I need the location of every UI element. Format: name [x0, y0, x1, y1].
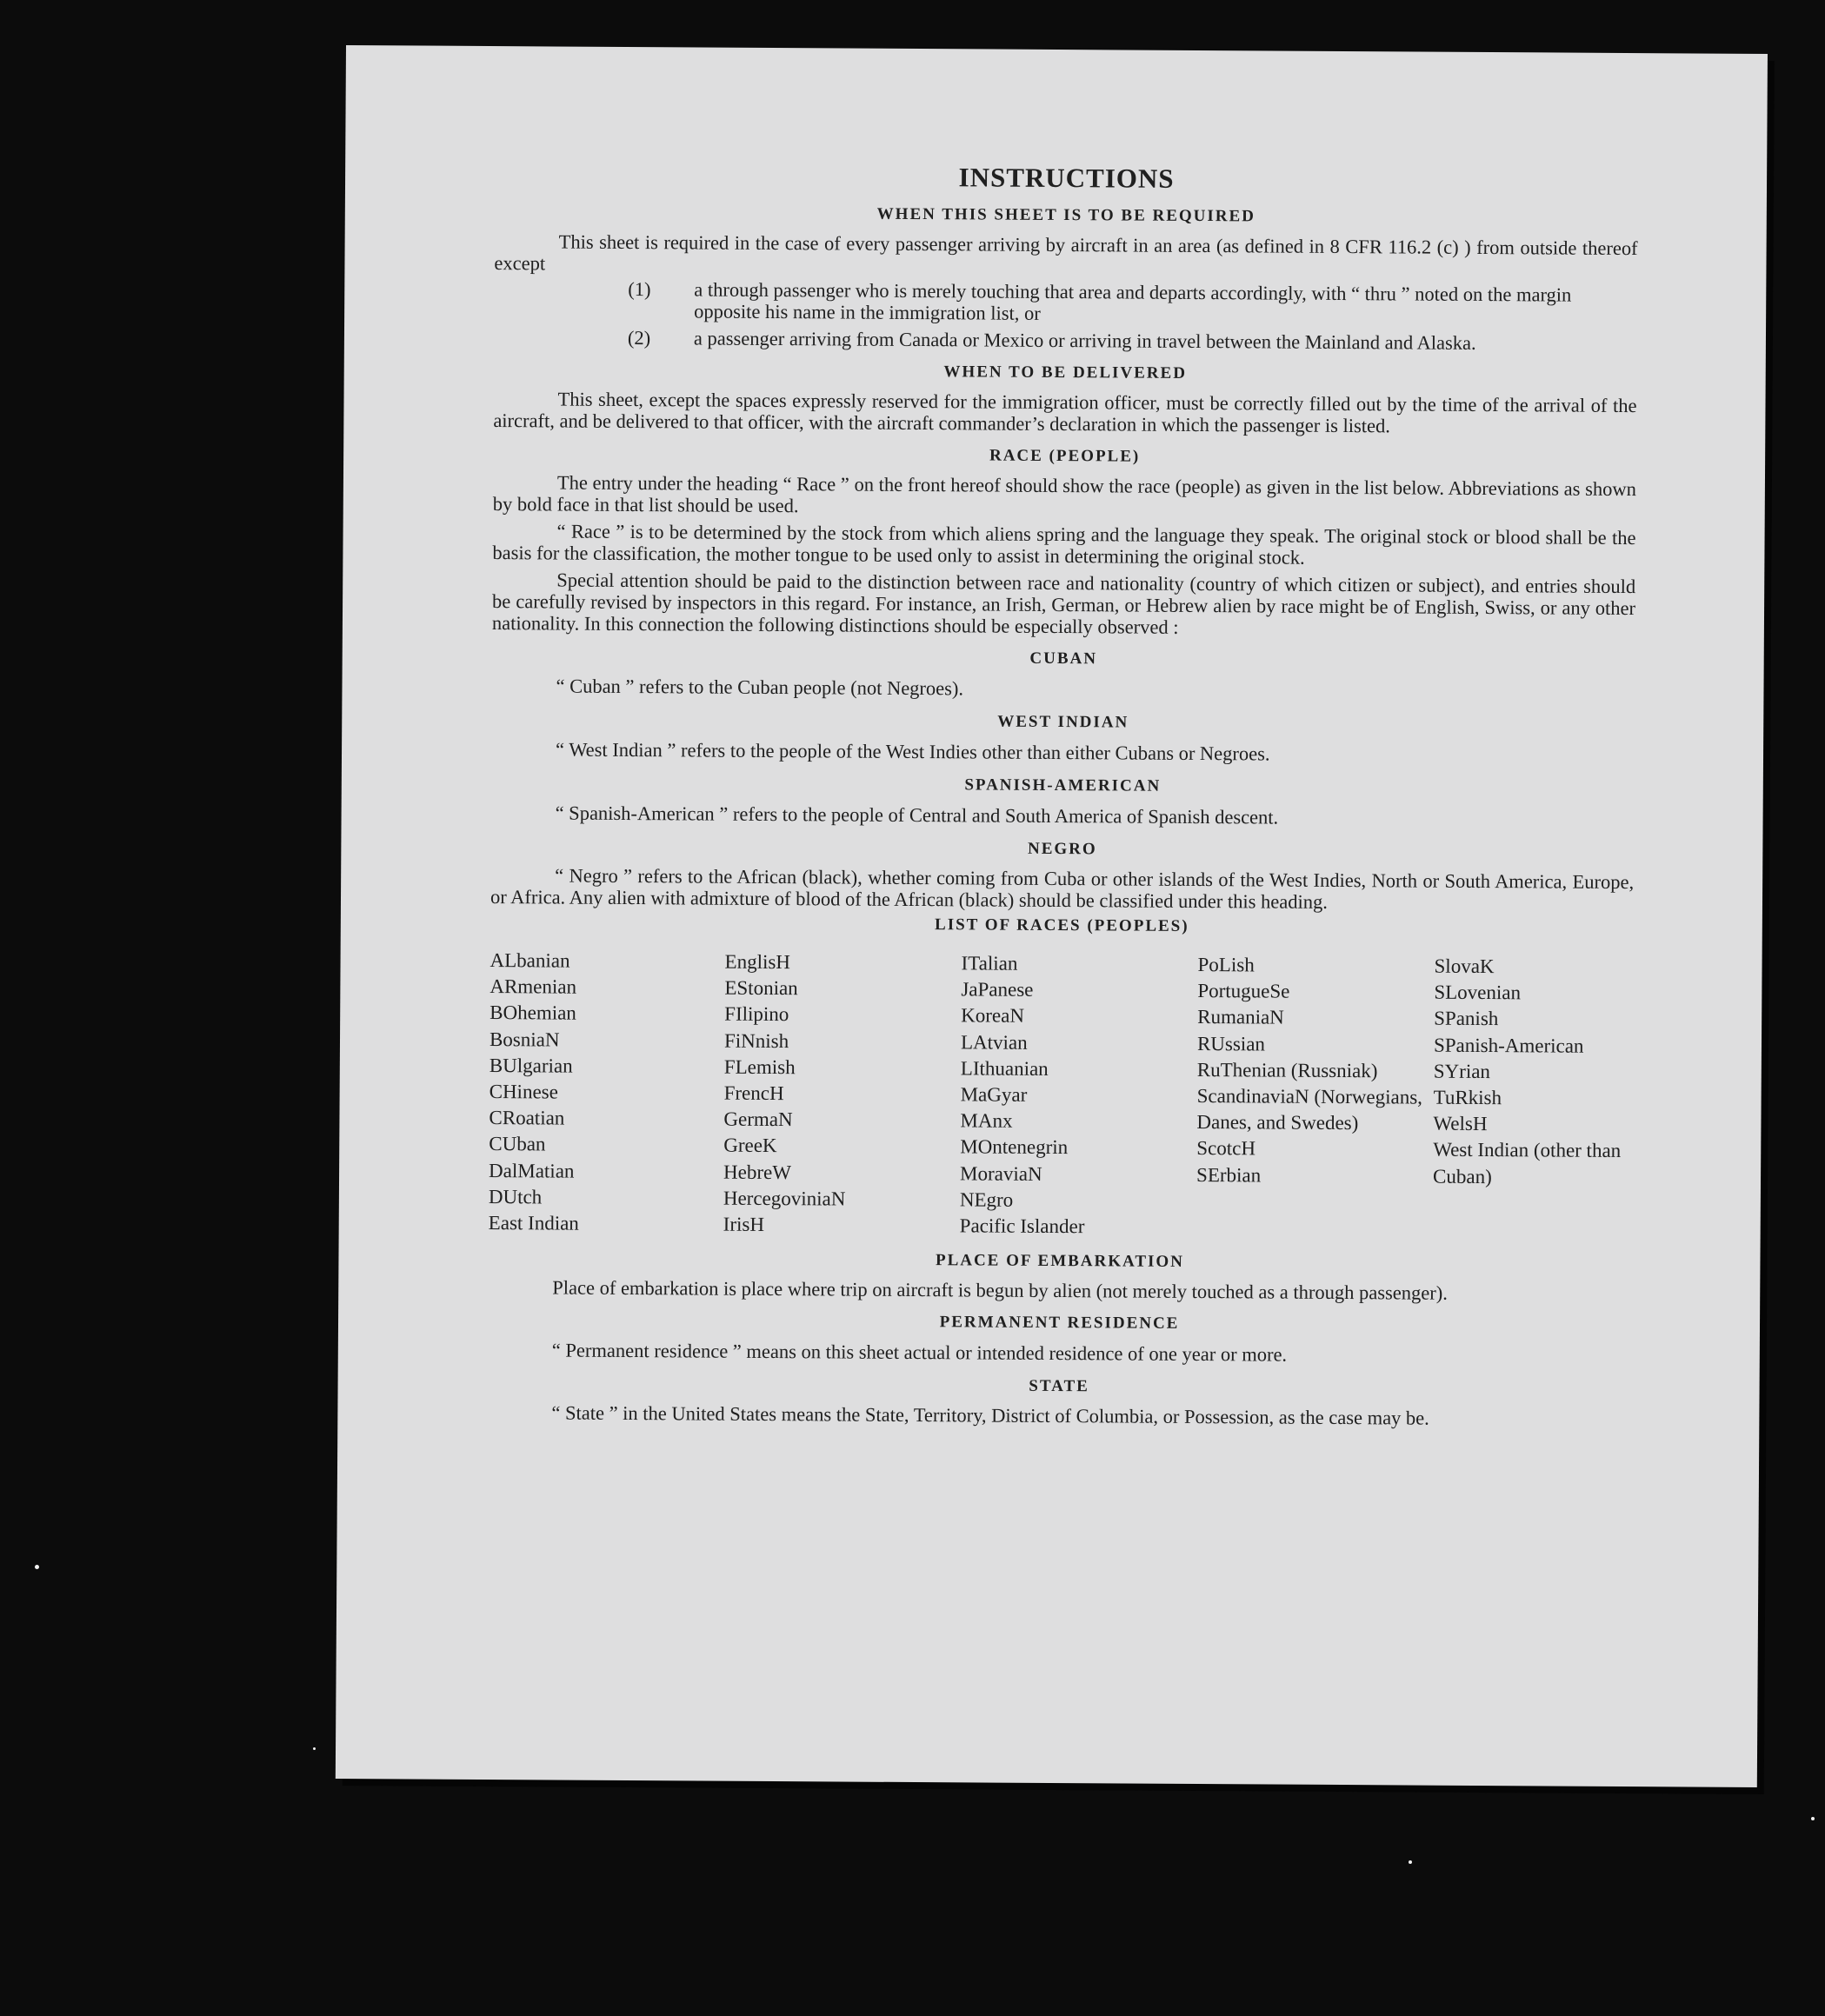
- race-entry: PortugueSe: [1197, 980, 1290, 1002]
- list-number: (1): [628, 277, 651, 301]
- race-entry: FrencH: [723, 1081, 784, 1105]
- state-definition: “ State ” in the United States means the State, Territory, District of Columbia, or Possession, as the case may be.: [551, 1401, 1429, 1429]
- race-entry: RUssian: [1196, 1032, 1266, 1055]
- negro-definition: “ Negro ” refers to the African (black), whether coming from Cuba or other islands of the West Indies, North or South America, Europe, or Africa. Any alien with admixture of blood of the African (black) should be classified under this heading.: [490, 864, 1635, 913]
- race-entry: SPanish-American: [1433, 1034, 1584, 1057]
- speck: [1409, 1860, 1412, 1864]
- delivered-paragraph: This sheet, except the spaces expressly reserved for the immigration officer, must be correctly filled out by the time of the arrival of the aircraft, and be delivered to that officer, with the aircraft commander’s declaration in which the passenger is listed.: [493, 388, 1637, 437]
- race-entry: SLovenian: [1434, 981, 1522, 1004]
- speck: [1811, 1817, 1815, 1820]
- races-table: [489, 948, 1634, 1243]
- race-entry: DalMatian: [489, 1159, 575, 1182]
- race-entry: LIthuanian: [960, 1057, 1049, 1080]
- race-entry: SErbian: [1196, 1163, 1262, 1187]
- race-paragraph-2: “ Race ” is to be determined by the stock from which aliens spring and the language they speak. The original stock or blood shall be the basis for the classification, the mother tongue to be used only to assist in determining the original stock.: [492, 520, 1636, 569]
- section-heading-required: WHEN THIS SHEET IS TO BE REQUIRED: [876, 204, 1256, 226]
- page-title: INSTRUCTIONS: [958, 162, 1175, 194]
- race-paragraph-3: Special attention should be paid to the distinction between race and nationality (country of which citizen or subject), and entries should be carefully revised by inspectors in this regard. For instance, an Irish, German, or Hebrew alien by race might be of English, Swiss, or any other nationality. In this connection the following distinctions should be especially observed :: [491, 569, 1636, 638]
- required-paragraph: This sheet is required in the case of every passenger arriving by aircraft in an area (as defined in 8 CFR 116.2 (c) ) from outside thereof except: [494, 230, 1638, 275]
- race-entry: CRoatian: [489, 1107, 565, 1129]
- section-heading-delivered: WHEN TO BE DELIVERED: [943, 363, 1188, 383]
- list-number: (2): [627, 326, 651, 349]
- race-entry: HebreW: [723, 1161, 792, 1183]
- race-entry: ALbanian: [490, 949, 570, 972]
- document-content: [487, 159, 1638, 1430]
- race-entry: GermaN: [723, 1108, 793, 1131]
- section-heading-cuban: CUBAN: [1029, 649, 1098, 669]
- race-entry: RumaniaN: [1197, 1006, 1284, 1029]
- speck: [35, 1565, 39, 1569]
- races-column-3: [960, 950, 1198, 1241]
- race-entry: RuThenian (Russniak): [1196, 1058, 1378, 1082]
- race-entry: TuRkish: [1433, 1086, 1502, 1109]
- race-entry: SYrian: [1433, 1060, 1491, 1082]
- embarkation-definition: Place of embarkation is place where trip on aircraft is begun by alien (not merely touched as a through passenger).: [552, 1276, 1448, 1304]
- exception-list: [494, 277, 1637, 355]
- race-entry: Pacific Islander: [959, 1214, 1085, 1238]
- race-entry: ITalian: [961, 952, 1018, 975]
- list-item: [494, 326, 1637, 355]
- section-heading-spanish-american: SPANISH-AMERICAN: [964, 775, 1162, 795]
- speck: [313, 1747, 316, 1750]
- list-text: a through passenger who is merely touching that area and departs accordingly, with “ thru ” noted on the margin opposite his name in the immigration list, or: [694, 278, 1572, 324]
- race-entry: KoreaN: [961, 1004, 1025, 1028]
- races-heading: LIST OF RACES (PEOPLES): [935, 915, 1189, 935]
- race-entry: CUban: [489, 1133, 546, 1155]
- section-heading-embarkation: PLACE OF EMBARKATION: [935, 1251, 1185, 1272]
- race-entry: BOhemian: [490, 1001, 576, 1025]
- races-column-1: [489, 948, 725, 1238]
- section-heading-west-indian: WEST INDIAN: [997, 712, 1129, 732]
- race-entry: SPanish: [1434, 1008, 1499, 1030]
- races-column-2: [723, 949, 962, 1240]
- race-entry: ScotcH: [1196, 1137, 1256, 1160]
- race-entry: FLemish: [723, 1055, 796, 1078]
- race-entry: EnglisH: [724, 950, 791, 974]
- race-entry: IrisH: [723, 1213, 765, 1235]
- race-entry: NEgro: [959, 1188, 1014, 1211]
- race-entry: CHinese: [489, 1081, 558, 1103]
- race-entry: DUtch: [488, 1185, 543, 1208]
- race-entry: ARmenian: [490, 975, 577, 998]
- race-paragraph-1: The entry under the heading “ Race ” on the front hereof should show the race (people) as given in the list below. Abbreviations as shown by bold face in that list should be used.: [492, 471, 1636, 517]
- race-entry: FiNnish: [723, 1029, 789, 1052]
- race-entry: HercegoviniaN: [723, 1187, 846, 1210]
- cuban-definition: “ Cuban ” refers to the Cuban people (not Negroes).: [556, 675, 964, 700]
- race-entry: JaPanese: [961, 978, 1034, 1001]
- race-entry: MaGyar: [960, 1083, 1028, 1106]
- section-heading-residence: PERMANENT RESIDENCE: [939, 1313, 1180, 1334]
- race-entry: ScandinaviaN (Norwegians, Danes, and Swedes): [1196, 1085, 1423, 1134]
- race-entry: MOntenegrin: [960, 1135, 1069, 1159]
- section-heading-negro: NEGRO: [1027, 839, 1097, 859]
- race-entry: BosniaN: [489, 1028, 560, 1051]
- race-entry: BUlgarian: [489, 1054, 573, 1077]
- document-page: [336, 45, 1768, 1787]
- race-entry: FIlipino: [724, 1003, 789, 1026]
- race-entry: MoraviaN: [960, 1161, 1042, 1185]
- race-entry: West Indian (other than Cuban): [1433, 1139, 1622, 1188]
- residence-definition: “ Permanent residence ” means on this sheet actual or intended residence of one year or more.: [551, 1339, 1288, 1366]
- section-heading-race: RACE (PEOPLE): [989, 446, 1141, 466]
- spanish-american-definition: “ Spanish-American ” refers to the people of Central and South America of Spanish descent.: [555, 802, 1279, 828]
- race-entry: WelsH: [1433, 1112, 1488, 1135]
- list-item: [494, 277, 1637, 328]
- race-entry: EStonian: [724, 976, 798, 1000]
- race-entry: MAnx: [960, 1109, 1013, 1132]
- race-entry: East Indian: [488, 1212, 579, 1234]
- races-column-4: [1196, 952, 1435, 1242]
- race-entry: SlovaK: [1434, 955, 1495, 978]
- section-heading-state: STATE: [1029, 1377, 1089, 1396]
- race-entry: GreeK: [723, 1134, 777, 1157]
- west-indian-definition: “ West Indian ” refers to the people of the West Indies other than either Cubans or Negroes.: [555, 738, 1270, 765]
- list-text: a passenger arriving from Canada or Mexico or arriving in travel between the Mainland and Alaska.: [693, 327, 1476, 354]
- races-column-5: [1433, 954, 1635, 1244]
- race-entry: PoLish: [1197, 954, 1255, 976]
- race-entry: LAtvian: [960, 1030, 1028, 1054]
